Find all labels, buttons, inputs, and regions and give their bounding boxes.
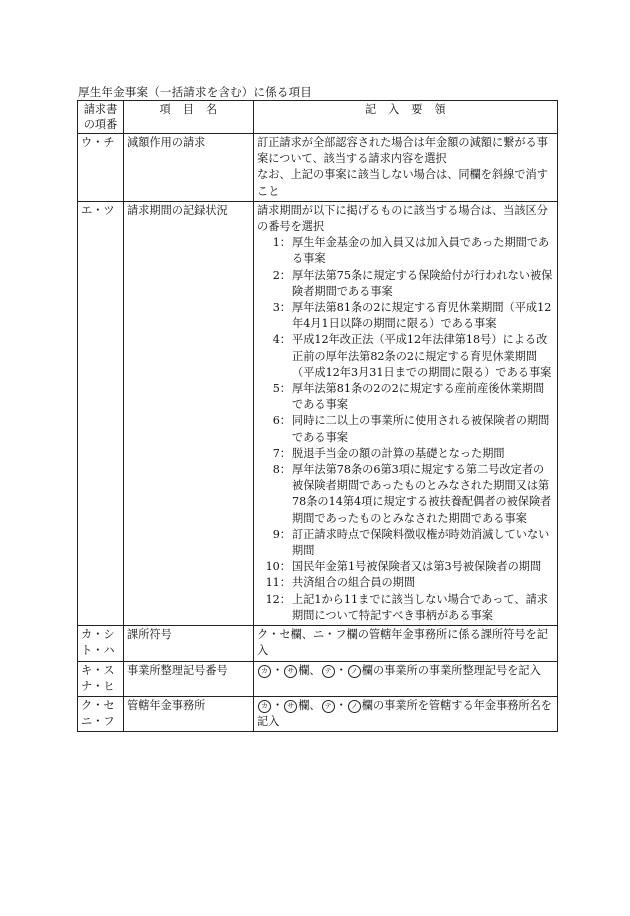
list-item (257, 446, 554, 462)
list-item (257, 413, 554, 445)
description-line: ク・セ欄、ニ・フ欄の管轄年金事務所に係る課所符号を記入 (257, 628, 548, 658)
description-line: なお、上記の事案に該当しない場合は、同欄を斜線で消すこと (257, 168, 548, 198)
description-text: 欄の事業所の事業所整理記号を記入 (361, 663, 541, 677)
row-item: 課所符号 (124, 626, 254, 661)
list-text: 平成12年改正法（平成12年法律第18号）による改正前の厚年法第82条の2に規定する育児休業期間（平成12年3月31日までの期間に限る）である事案 (292, 333, 552, 379)
list-item (257, 300, 554, 332)
header-description: 記 入 要 領 (254, 101, 558, 134)
circled-no-icon: ノ (348, 700, 361, 713)
table-row (78, 661, 558, 696)
list-item (257, 268, 554, 300)
list-number: 6： (272, 414, 291, 428)
list-item (257, 527, 554, 559)
list-item (257, 592, 554, 624)
list-text: 厚年法第75条に規定する保険給付が行われない被保険者期間である事案 (292, 268, 553, 298)
items-table (77, 100, 558, 732)
list-number: 9： (272, 527, 291, 541)
list-number: 3： (272, 301, 291, 315)
table-row (78, 201, 558, 625)
circled-ka-icon: カ (258, 665, 271, 678)
circled-sa-icon: サ (284, 700, 297, 713)
table-row (78, 134, 558, 202)
list-text: 脱退手当金の額の計算の基礎となった期間 (292, 446, 505, 460)
header-code: 請求書の項番 (78, 101, 124, 134)
circled-te-icon: テ (322, 700, 335, 713)
list-item (257, 235, 554, 267)
row-item: 減額作用の請求 (124, 134, 254, 202)
table-row (78, 696, 558, 731)
table-row (78, 626, 558, 661)
list-number: 2： (272, 268, 291, 282)
list-text: 上記1から11までに該当しない場合であって、請求期間について特記すべき事柄がある事案 (292, 592, 548, 622)
row-item: 管轄年金事務所 (124, 696, 254, 731)
category-list (257, 235, 554, 624)
list-item (257, 462, 554, 527)
row-code: ク・セニ・フ (78, 696, 124, 731)
list-number: 10： (265, 560, 291, 574)
row-item: 請求期間の記録状況 (124, 201, 254, 625)
list-text: 厚生年金基金の加入員又は加入員であった期間である事案 (292, 236, 550, 266)
description-text: 欄の事業所を管轄する年金事務所名を記入 (257, 698, 552, 729)
list-number: 7： (272, 446, 291, 460)
row-description (254, 626, 558, 661)
description-line: 訂正請求が全部認容された場合は年金額の減額に繋がる事案について、該当する請求内容を選択 (257, 136, 548, 166)
list-number: 1： (272, 236, 291, 250)
row-code: キ・スナ・ヒ (78, 661, 124, 696)
circled-no-icon: ノ (348, 665, 361, 678)
list-item (257, 575, 554, 591)
list-text: 厚年法第81条の2に規定する育児休業期間（平成12年4月1日以降の期間に限る）である事案 (292, 301, 552, 331)
list-text: 国民年金第1号被保険者又は第3号被保険者の期間 (292, 560, 542, 574)
row-item: 事業所整理記号番号 (124, 661, 254, 696)
row-description: カ ・ サ 欄、 テ ・ ノ 欄の事業所を管轄する年金事務所名を記入 (254, 696, 558, 731)
list-number: 11： (265, 576, 291, 590)
list-number: 12： (265, 592, 291, 606)
table-caption: 厚生年金事案（一括請求を含む）に係る項目 (78, 85, 312, 99)
row-code: カ・シト・ハ (78, 626, 124, 661)
circled-sa-icon: サ (284, 665, 297, 678)
list-number: 8： (272, 463, 291, 477)
row-description (254, 134, 558, 202)
list-text: 厚年法第81条の2の2に規定する産前産後休業期間である事案 (292, 382, 545, 412)
circled-ka-icon: カ (258, 700, 271, 713)
header-item: 項 目 名 (124, 101, 254, 134)
description-line: 請求期間が以下に掲げるものに該当する場合は、当該区分の番号を選択 (257, 203, 548, 234)
list-item (257, 332, 554, 381)
list-number: 4： (272, 333, 291, 347)
list-text: 厚年法第78条の6第3項に規定する第二号改定者の被保険者期間であったものとみなされた期間又は第78条の14第4項に規定する被扶養配偶者の被保険者期間であったものとみなされた期間である事案 (292, 463, 552, 525)
row-description (254, 201, 558, 625)
list-item (257, 381, 554, 413)
list-text: 共済組合の組合員の期間 (292, 576, 416, 590)
header-row (78, 101, 558, 134)
list-text: 同時に二以上の事業所に使用される被保険者の期間である事案 (292, 414, 550, 444)
list-number: 5： (272, 382, 291, 396)
row-code: エ・ツ (78, 201, 124, 625)
list-item (257, 559, 554, 575)
list-text: 訂正請求時点で保険料徴収権が時効消滅していない期間 (292, 527, 550, 558)
row-description: カ ・ サ 欄、 テ ・ ノ 欄の事業所の事業所整理記号を記入 (254, 661, 558, 696)
row-code: ウ・チ (78, 134, 124, 202)
circled-te-icon: テ (322, 665, 335, 678)
